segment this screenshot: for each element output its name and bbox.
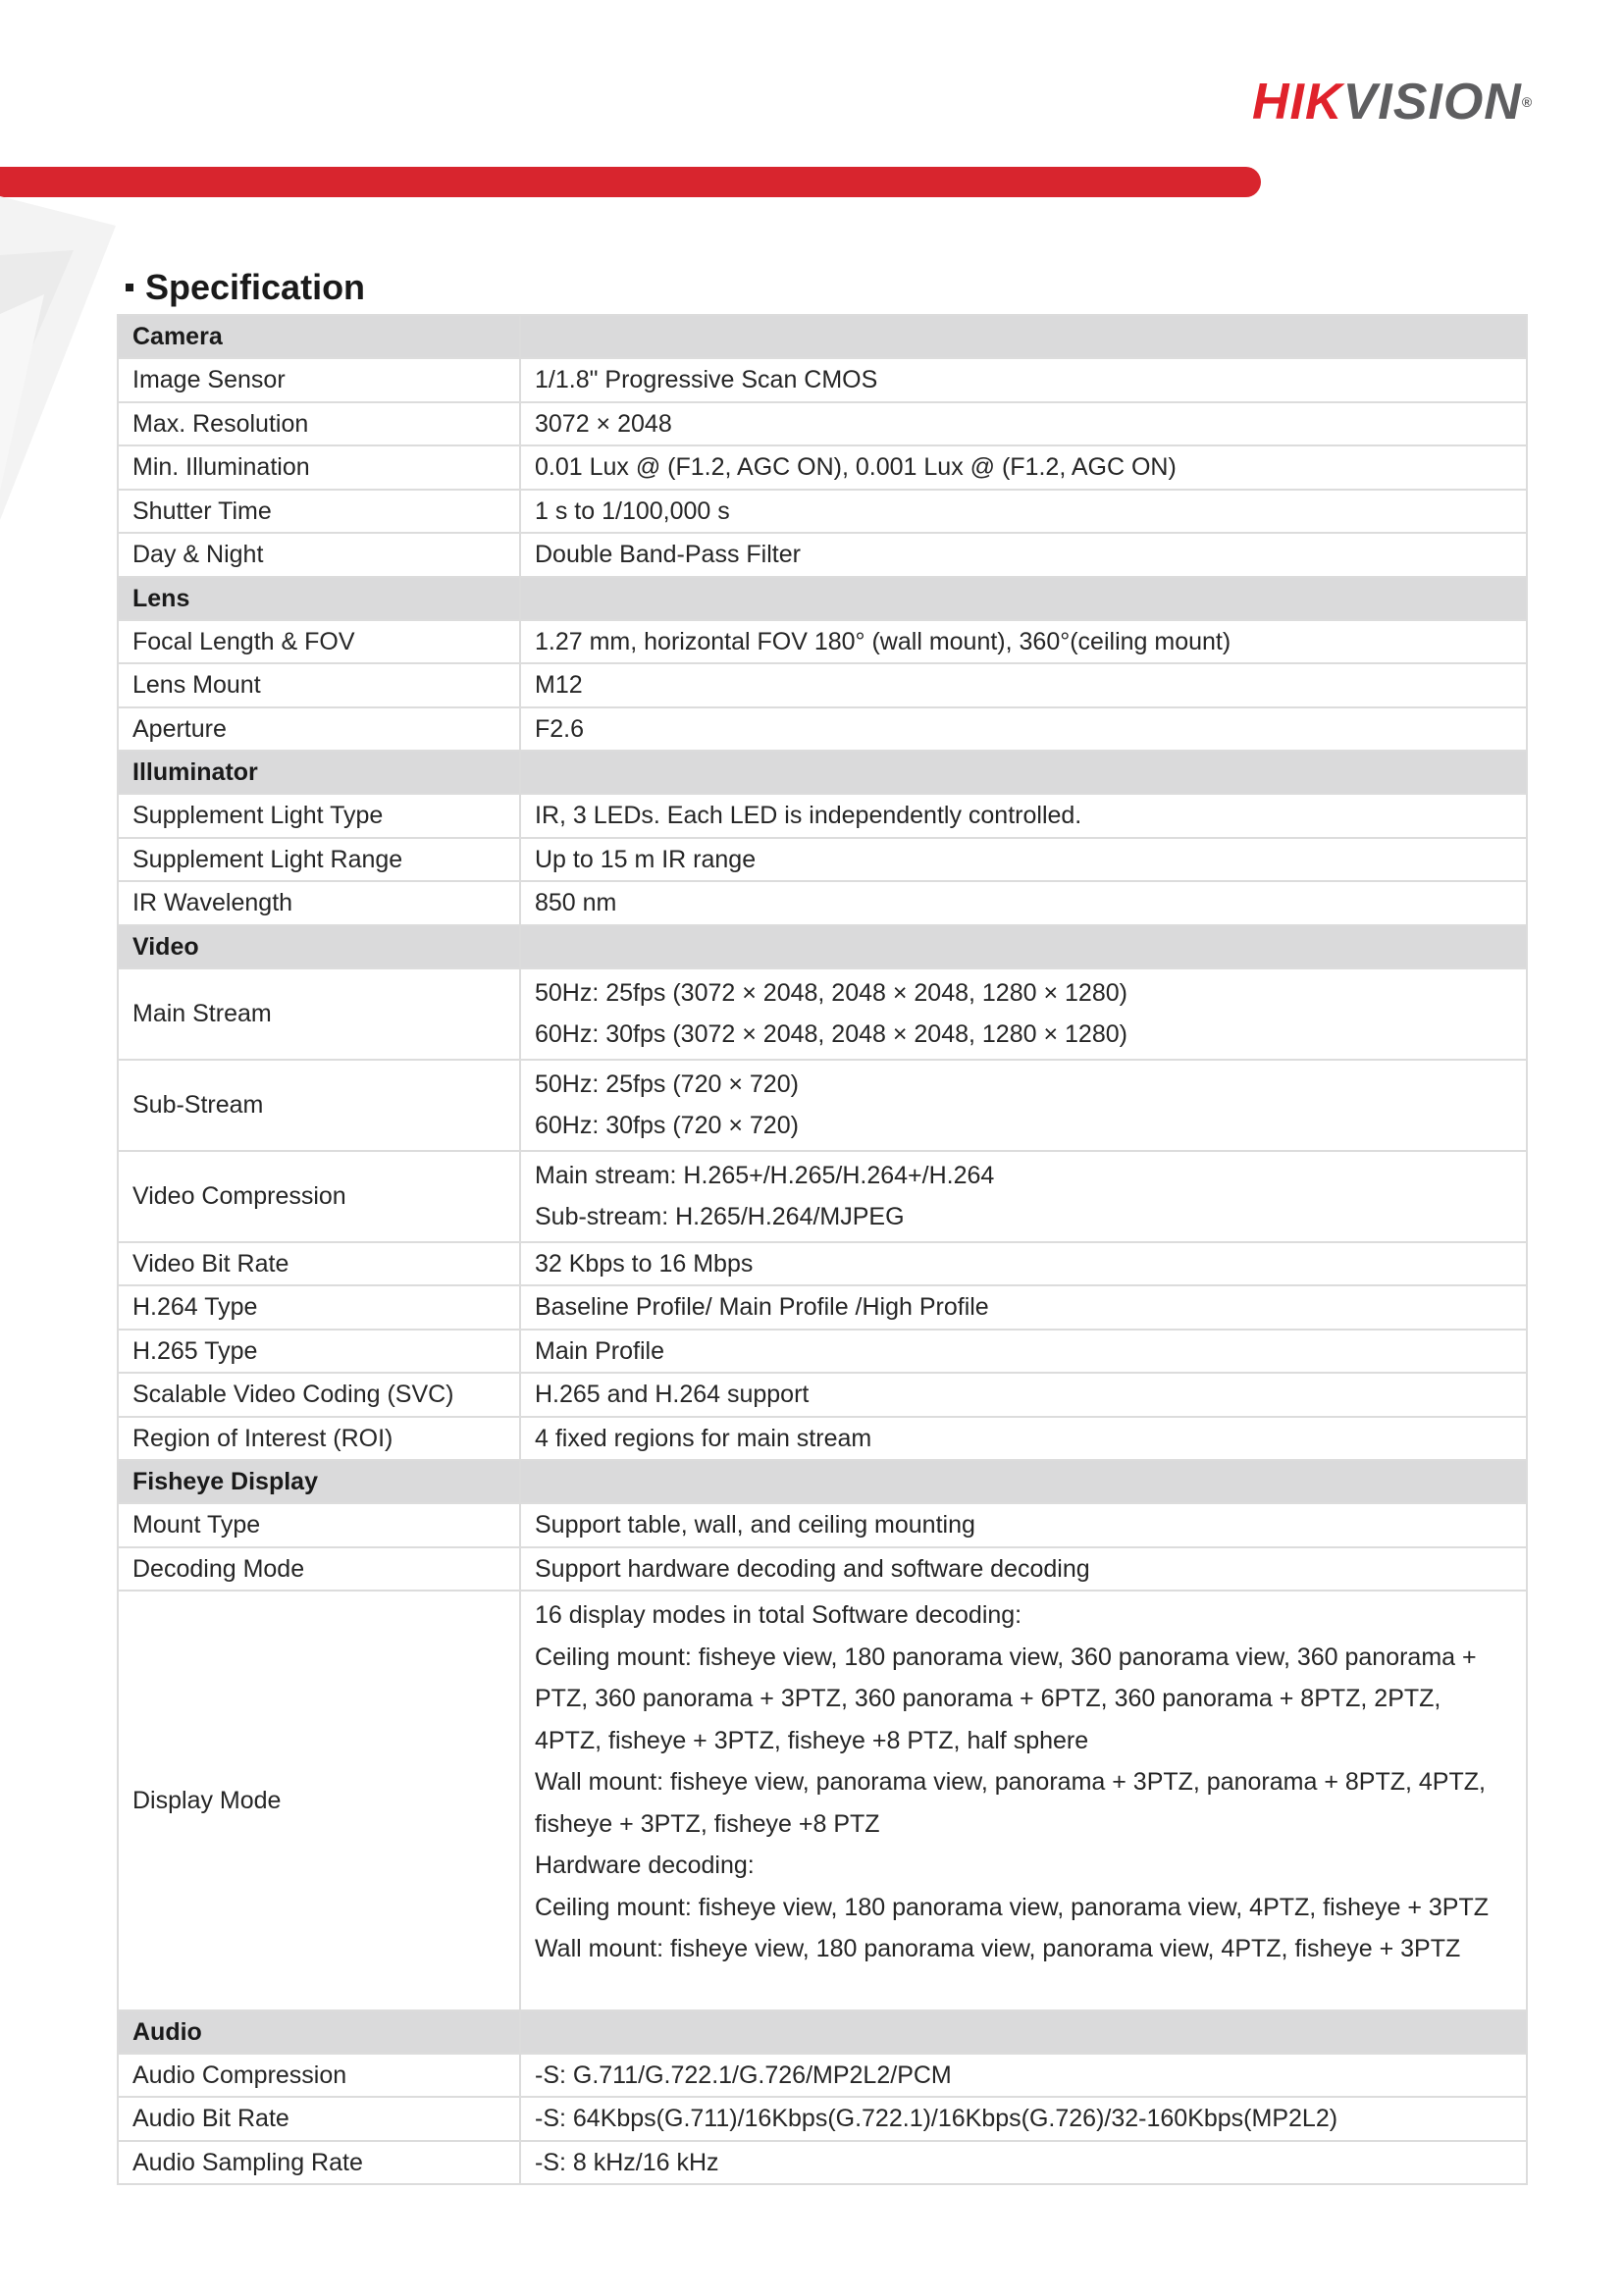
header-red-bar (0, 167, 1261, 197)
spec-value-line: Double Band-Pass Filter (535, 541, 801, 568)
spec-row-audio-bit-rate (118, 2097, 1527, 2141)
spec-value-line: Sub-stream: H.265/H.264/MJPEG (535, 1203, 905, 1230)
spec-value-line: 60Hz: 30fps (720 × 720) (535, 1112, 799, 1139)
spec-value-line: -S: 64Kbps(G.711)/16Kbps(G.722.1)/16Kbps(G.726)/32-160Kbps(MP2L2) (535, 2105, 1338, 2132)
spec-value (520, 663, 1527, 707)
spec-label: Video Compression (118, 1151, 520, 1242)
spec-value-line: 32 Kbps to 16 Mbps (535, 1249, 754, 1278)
spec-label: Main Stream (118, 968, 520, 1060)
spec-row-min-illumination (118, 445, 1527, 490)
spec-value (520, 1373, 1527, 1417)
section-header-audio (118, 2010, 1527, 2054)
spec-value-line: Main stream: H.265+/H.265/H.264+/H.264 (535, 1161, 995, 1189)
spec-value-line: 1 s to 1/100,000 s (535, 496, 730, 525)
spec-row-sub-stream (118, 1060, 1527, 1151)
spec-value (520, 445, 1527, 490)
spec-value (520, 1503, 1527, 1547)
spec-label: Sub-Stream (118, 1060, 520, 1151)
spec-row-audio-sampling-rate (118, 2141, 1527, 2185)
spec-value (520, 1151, 1527, 1242)
spec-value-line: Support table, wall, and ceiling mounting (535, 1511, 975, 1539)
section-header-lens (118, 577, 1527, 620)
spec-row-day-night (118, 533, 1527, 577)
title-bullet-icon (126, 284, 133, 291)
spec-label: Display Mode (118, 1591, 520, 2010)
spec-label: H.265 Type (118, 1330, 520, 1374)
section-header-blank (520, 751, 1527, 794)
spec-value (520, 2141, 1527, 2185)
spec-value-line: Support hardware decoding and software decoding (535, 1554, 1090, 1583)
spec-value (520, 490, 1527, 534)
spec-value (520, 1330, 1527, 1374)
section-header-blank (520, 577, 1527, 620)
spec-label: Image Sensor (118, 358, 520, 402)
spec-value-line: IR, 3 LEDs. Each LED is independently controlled. (535, 802, 1082, 829)
registered-mark: ® (1521, 94, 1534, 110)
spec-row-decoding-mode (118, 1547, 1527, 1592)
logo-text-red: HIK (1252, 74, 1343, 130)
spec-value (520, 2054, 1527, 2098)
spec-row-display-mode (118, 1591, 1527, 2010)
hikvision-logo (1252, 73, 1533, 131)
spec-row-shutter-time (118, 490, 1527, 534)
spec-value-line: 0.01 Lux @ (F1.2, AGC ON), 0.001 Lux @ (F1.2, AGC ON) (535, 453, 1177, 481)
page-title-text: Specification (145, 267, 366, 307)
spec-value-line: 4 fixed regions for main stream (535, 1424, 872, 1452)
section-header-blank (520, 925, 1527, 968)
spec-label: Day & Night (118, 533, 520, 577)
spec-value (520, 533, 1527, 577)
spec-row-lens-mount (118, 663, 1527, 707)
spec-value (520, 358, 1527, 402)
spec-value-line: F2.6 (535, 714, 585, 743)
spec-value (520, 968, 1527, 1060)
spec-label: Supplement Light Range (118, 838, 520, 882)
spec-value (520, 1547, 1527, 1592)
spec-value-line: Ceiling mount: fisheye view, 180 panorama view, panorama view, 4PTZ, fisheye + 3PTZ (535, 1893, 1490, 1921)
section-header-blank (520, 315, 1527, 358)
spec-label: Mount Type (118, 1503, 520, 1547)
spec-label: Lens Mount (118, 663, 520, 707)
section-header-fisheye-display (118, 1460, 1527, 1503)
spec-row-region-of-interest-roi (118, 1417, 1527, 1461)
spec-row-ir-wavelength (118, 881, 1527, 925)
spec-row-video-bit-rate (118, 1242, 1527, 1286)
spec-value-line: Ceiling mount: fisheye view, 180 panorama view, 360 panorama view, 360 panorama + PTZ, 360 panorama + 3PTZ, 360 panorama + 6PTZ, 360 panorama + 8PTZ, 2PTZ, 4PTZ, fisheye + 3PTZ, fisheye +8 PTZ, half sphere (535, 1643, 1477, 1754)
section-title: Fisheye Display (118, 1460, 520, 1503)
spec-value (520, 1285, 1527, 1330)
spec-value-line: 850 nm (535, 889, 617, 916)
section-title: Audio (118, 2010, 520, 2054)
section-title: Lens (118, 577, 520, 620)
spec-value (520, 1417, 1527, 1461)
spec-value-line: 3072 × 2048 (535, 409, 672, 438)
spec-value-line: Wall mount: fisheye view, panorama view, panorama + 3PTZ, panorama + 8PTZ, 4PTZ, fisheye + 3PTZ, fisheye +8 PTZ (535, 1768, 1486, 1838)
spec-label: Video Bit Rate (118, 1242, 520, 1286)
section-header-video (118, 925, 1527, 968)
spec-label: Shutter Time (118, 490, 520, 534)
spec-row-scalable-video-coding-svc (118, 1373, 1527, 1417)
section-header-illuminator (118, 751, 1527, 794)
spec-value-line: -S: G.711/G.722.1/G.726/MP2L2/PCM (535, 2061, 952, 2089)
spec-label: Decoding Mode (118, 1547, 520, 1592)
spec-label: Min. Illumination (118, 445, 520, 490)
spec-value-line: Up to 15 m IR range (535, 845, 757, 873)
spec-value-line: H.265 and H.264 support (535, 1381, 810, 1408)
spec-value (520, 620, 1527, 664)
spec-value-line: Baseline Profile/ Main Profile /High Profile (535, 1293, 989, 1321)
spec-value-line: 1/1.8" Progressive Scan CMOS (535, 366, 878, 393)
spec-value-line: 16 display modes in total Software decoding: (535, 1601, 1022, 1629)
spec-value-line: M12 (535, 671, 583, 699)
spec-value (520, 707, 1527, 752)
spec-label: H.264 Type (118, 1285, 520, 1330)
spec-row-supplement-light-type (118, 794, 1527, 838)
decorative-triangles (0, 196, 128, 520)
spec-value-line: 60Hz: 30fps (3072 × 2048, 2048 × 2048, 1280 × 1280) (535, 1020, 1127, 1048)
logo-text-gray: VISION (1342, 74, 1522, 130)
spec-value (520, 881, 1527, 925)
spec-row-audio-compression (118, 2054, 1527, 2098)
section-header-camera (118, 315, 1527, 358)
spec-value-line: 50Hz: 25fps (3072 × 2048, 2048 × 2048, 1280 × 1280) (535, 978, 1127, 1007)
spec-label: Aperture (118, 707, 520, 752)
spec-value (520, 1591, 1527, 2010)
spec-row-focal-length-fov (118, 620, 1527, 664)
spec-value (520, 402, 1527, 446)
spec-value-line: Main Profile (535, 1336, 664, 1365)
spec-label: IR Wavelength (118, 881, 520, 925)
spec-label: Region of Interest (ROI) (118, 1417, 520, 1461)
section-title: Video (118, 925, 520, 968)
spec-value-line: Wall mount: fisheye view, 180 panorama view, panorama view, 4PTZ, fisheye + 3PTZ (535, 1935, 1461, 1962)
section-header-blank (520, 1460, 1527, 1503)
spec-value-line: -S: 8 kHz/16 kHz (535, 2148, 719, 2176)
section-title: Camera (118, 315, 520, 358)
spec-value (520, 794, 1527, 838)
spec-row-image-sensor (118, 358, 1527, 402)
spec-row-supplement-light-range (118, 838, 1527, 882)
section-header-blank (520, 2010, 1527, 2054)
spec-value-line: 50Hz: 25fps (720 × 720) (535, 1070, 799, 1098)
spec-label: Supplement Light Type (118, 794, 520, 838)
page-title (126, 265, 365, 310)
spec-row-video-compression (118, 1151, 1527, 1242)
spec-row-max-resolution (118, 402, 1527, 446)
spec-row-aperture (118, 707, 1527, 752)
spec-label: Focal Length & FOV (118, 620, 520, 664)
spec-row-h-265-type (118, 1330, 1527, 1374)
spec-label: Scalable Video Coding (SVC) (118, 1373, 520, 1417)
spec-row-main-stream (118, 968, 1527, 1060)
specification-table (117, 314, 1528, 2185)
spec-value-line: Hardware decoding: (535, 1852, 755, 1879)
spec-label: Audio Sampling Rate (118, 2141, 520, 2185)
spec-label: Max. Resolution (118, 402, 520, 446)
spec-label: Audio Compression (118, 2054, 520, 2098)
spec-row-h-264-type (118, 1285, 1527, 1330)
spec-row-mount-type (118, 1503, 1527, 1547)
spec-value (520, 1060, 1527, 1151)
section-title: Illuminator (118, 751, 520, 794)
spec-value (520, 1242, 1527, 1286)
spec-value-line: 1.27 mm, horizontal FOV 180° (wall mount), 360°(ceiling mount) (535, 627, 1231, 655)
spec-value (520, 2097, 1527, 2141)
spec-label: Audio Bit Rate (118, 2097, 520, 2141)
spec-value (520, 838, 1527, 882)
